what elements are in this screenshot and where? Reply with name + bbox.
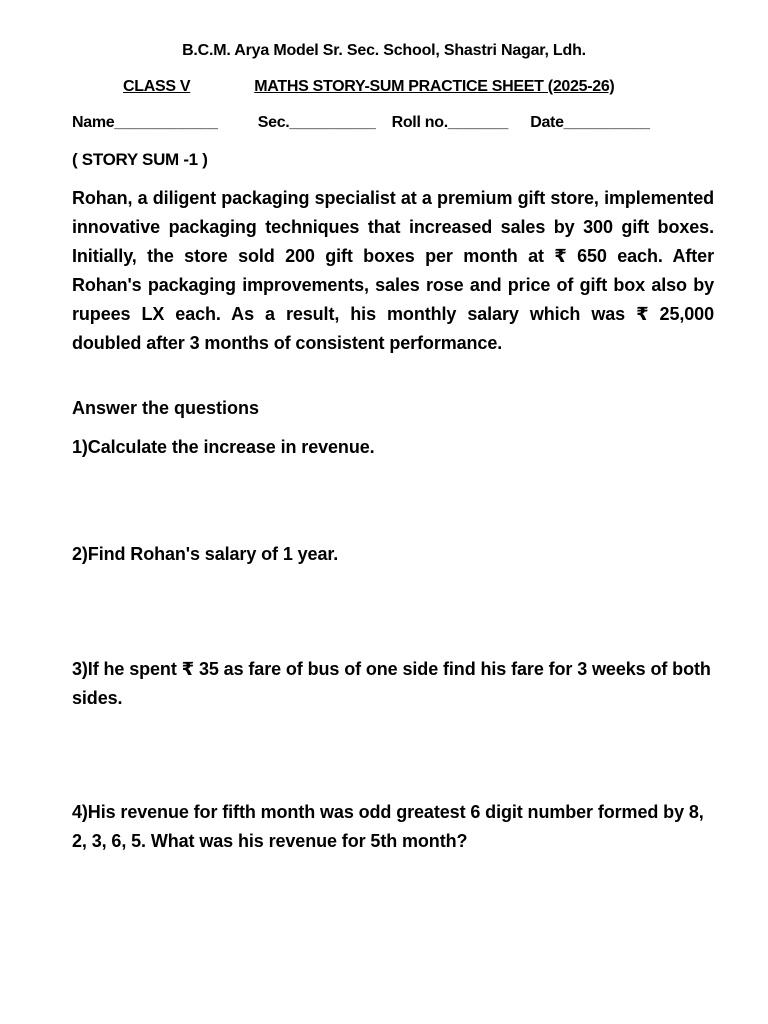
class-line bbox=[123, 78, 614, 96]
story-title: ( STORY SUM -1 ) bbox=[72, 150, 208, 169]
story-paragraph: Rohan, a diligent packaging specialist at a premium gift store, implemented innovative packaging techniques that increased sales by 300 gift boxes. Initially, the store sold 200 gift boxes per month at ₹ 650 each. After Rohan's packaging improvements, sales rose and price of gift box also by rupees LX each. As a result, his monthly salary which was ₹ 25,000 doubled after 3 months of consistent performance. bbox=[72, 188, 714, 353]
question-1: 1)Calculate the increase in revenue. bbox=[72, 437, 375, 457]
class-label: CLASS V bbox=[123, 78, 191, 95]
roll-number-field: Roll no._______ bbox=[391, 114, 509, 131]
section-field: Sec.__________ bbox=[257, 114, 376, 131]
student-fields bbox=[72, 114, 650, 132]
answer-heading: Answer the questions bbox=[72, 398, 260, 418]
name-field: Name____________ bbox=[72, 114, 218, 131]
question-2: 2)Find Rohan's salary of 1 year. bbox=[72, 544, 339, 564]
date-field: Date__________ bbox=[530, 114, 650, 131]
question-3: 3)If he spent ₹ 35 as fare of bus of one side find his fare for 3 weeks of both sides. bbox=[72, 659, 711, 708]
school-name: B.C.M. Arya Model Sr. Sec. School, Shastri Nagar, Ldh. bbox=[182, 42, 586, 59]
question-4: 4)His revenue for fifth month was odd greatest 6 digit number formed by 8, 2, 3, 6, 5. What was his revenue for 5th month? bbox=[72, 802, 704, 851]
sheet-title: MATHS STORY-SUM PRACTICE SHEET (2025-26) bbox=[254, 78, 615, 95]
